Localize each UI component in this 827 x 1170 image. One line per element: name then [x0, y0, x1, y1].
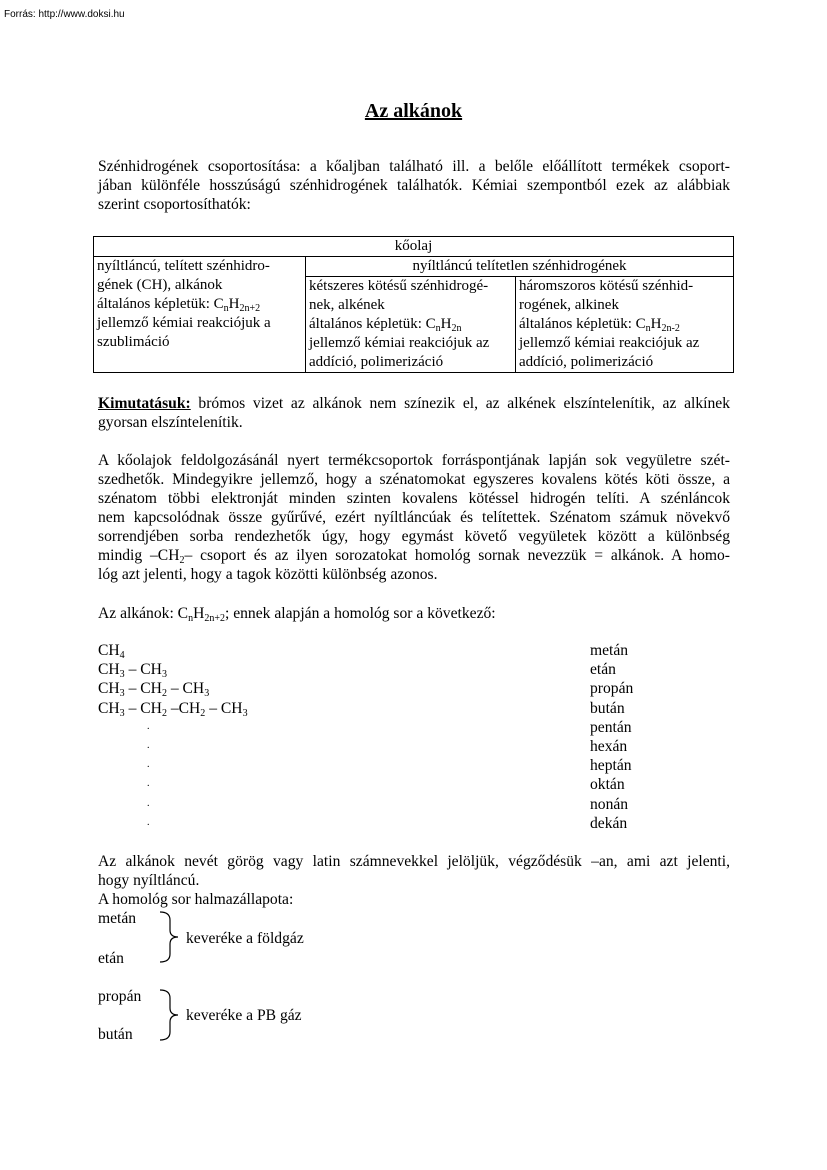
group1-top: metán	[98, 910, 137, 927]
cell-line: rogének, alkinek	[519, 297, 619, 313]
series-name: hexán	[590, 738, 628, 755]
cell-formula: általános képletük: $C_nH_{2n+2}$	[97, 296, 261, 314]
series-name: etán	[590, 661, 616, 679]
group2-top: propán	[98, 988, 142, 1005]
cell-formula: általános képletük: $C_nH_{2n}$	[309, 316, 462, 334]
series-name: nonán	[590, 795, 629, 813]
para-line: A kőolajok feldolgozásánál nyert termékcsoportok forráspontjának lapján sok vegyületre szét-	[98, 452, 730, 469]
para-line: nem kapcsolódnak össze gyűrűvé, ezért nyíltláncúak és telítettek. Szénatom számuk növekvő	[98, 509, 730, 526]
intro-line: Szénhidrogének csoportosítása: a kőaljban található ill. a belőle előállított termékek csoport-	[98, 158, 730, 175]
general-formula-line: Az alkánok: $C_nH_{2n+2}$; ennek alapján a homológ sor a következő:	[98, 605, 496, 624]
cell-line: gének (CH), alkánok	[97, 277, 223, 293]
kimutatasuk-line: gyorsan elszíntelenítik.	[98, 414, 243, 431]
brace-icon	[158, 988, 180, 1042]
table-cell-alkenek	[306, 277, 516, 373]
cell-line: szublimáció	[97, 334, 170, 350]
series-name: metán	[590, 642, 629, 659]
series-name: heptán	[590, 757, 632, 775]
kimutatasuk-text: brómos vizet az alkánok nem színezik el, az alkének elszíntelenítik, az alkínek	[190, 395, 730, 412]
continuation-dot: .	[147, 797, 150, 809]
series-name: bután	[590, 699, 625, 717]
kimutatasuk-label: Kimutatásuk:	[98, 395, 191, 412]
para-line: sorrendjében sorba rendezhetők úgy, hogy egymást követő vegyületek között a különbség	[98, 528, 730, 545]
continuation-dot: .	[147, 759, 150, 771]
group2-bottom: bután	[98, 1026, 133, 1043]
series-formula: $CH_3 - CH_2$ $-CH_2 - CH_3$	[98, 699, 248, 719]
kimutatasuk-line	[98, 394, 730, 413]
cell-line: kétszeres kötésű szénhidrogé-	[309, 278, 489, 294]
cell-line: nyíltláncú, telített szénhidro-	[97, 258, 270, 274]
para-line: mindig $-CH_2-$ csoport és az ilyen sorozatokat homológ sornak nevezzük = alkánok. A homo-	[98, 547, 731, 566]
group1-bottom: etán	[98, 950, 124, 967]
cell-line: nek, alkének	[309, 297, 385, 313]
intro-line: szerint csoportosíthatók:	[98, 196, 251, 213]
para-line: lóg azt jelenti, hogy a tagok közötti különbség azonos.	[98, 566, 438, 583]
series-name: dekán	[590, 814, 628, 832]
continuation-dot: .	[147, 816, 150, 828]
table-header-koolaj: kőolaj	[94, 237, 734, 257]
naming-paragraph	[98, 852, 730, 909]
cell-formula: általános képletük: $C_nH_{2n-2}$	[519, 316, 680, 334]
para-line: szedhetők. Mindegyikre jellemző, hogy a szénatomokat egyszeres kovalens kötés köti össze, a	[98, 471, 730, 488]
cell-line: addíció, polimerizáció	[309, 354, 444, 370]
table-subheader-telitetlen: nyíltláncú telítetlen szénhidrogének	[306, 257, 734, 277]
intro-line: jában különféle hosszúságú szénhidrogének találhatók. Kémiai szempontból ezek az alábbiak	[98, 177, 730, 194]
series-formula: $CH_4$	[98, 642, 125, 661]
naming-line: Az alkánok nevét görög vagy latin számnevekkel jelöljük, végződésük –an, ami azt jelenti,	[98, 853, 730, 870]
table-cell-alkinek	[516, 277, 734, 373]
continuation-dot: .	[147, 720, 150, 732]
cell-line: háromszoros kötésű szénhid-	[519, 278, 694, 294]
homolog-paragraph	[98, 451, 730, 584]
continuation-dot: .	[147, 740, 150, 751]
group1-label: keveréke a földgáz	[186, 930, 304, 947]
group2-label: keveréke a PB gáz	[186, 1007, 302, 1024]
series-name: pentán	[590, 718, 632, 736]
intro-paragraph	[98, 157, 730, 214]
series-name: propán	[590, 680, 634, 698]
series-formula: $CH_3 - CH_3$	[98, 661, 167, 681]
series-formula: $CH_3 - CH_2 - CH_3$	[98, 680, 210, 700]
cell-line: jellemző kémiai reakciójuk az	[309, 335, 490, 351]
states-heading: A homológ sor halmazállapota:	[98, 891, 294, 908]
source-note: Forrás: http://www.doksi.hu	[4, 9, 125, 20]
cell-line: jellemző kémiai reakciójuk az	[519, 335, 700, 351]
cell-line: addíció, polimerizáció	[519, 354, 654, 370]
continuation-dot: .	[147, 778, 150, 790]
kimutatasuk-paragraph	[98, 394, 730, 432]
series-name: oktán	[590, 776, 625, 794]
brace-icon	[158, 910, 180, 964]
classification-table	[93, 236, 734, 373]
table-cell-alkanok	[94, 257, 306, 373]
cell-line: jellemző kémiai reakciójuk a	[97, 315, 271, 331]
para-line: szénatom többi elektronját minden szinten kovalens kötéssel hidrogén telíti. A szénláncok	[98, 490, 730, 507]
naming-line: hogy nyíltláncú.	[98, 872, 200, 889]
page-title: Az alkánok	[364, 100, 463, 122]
